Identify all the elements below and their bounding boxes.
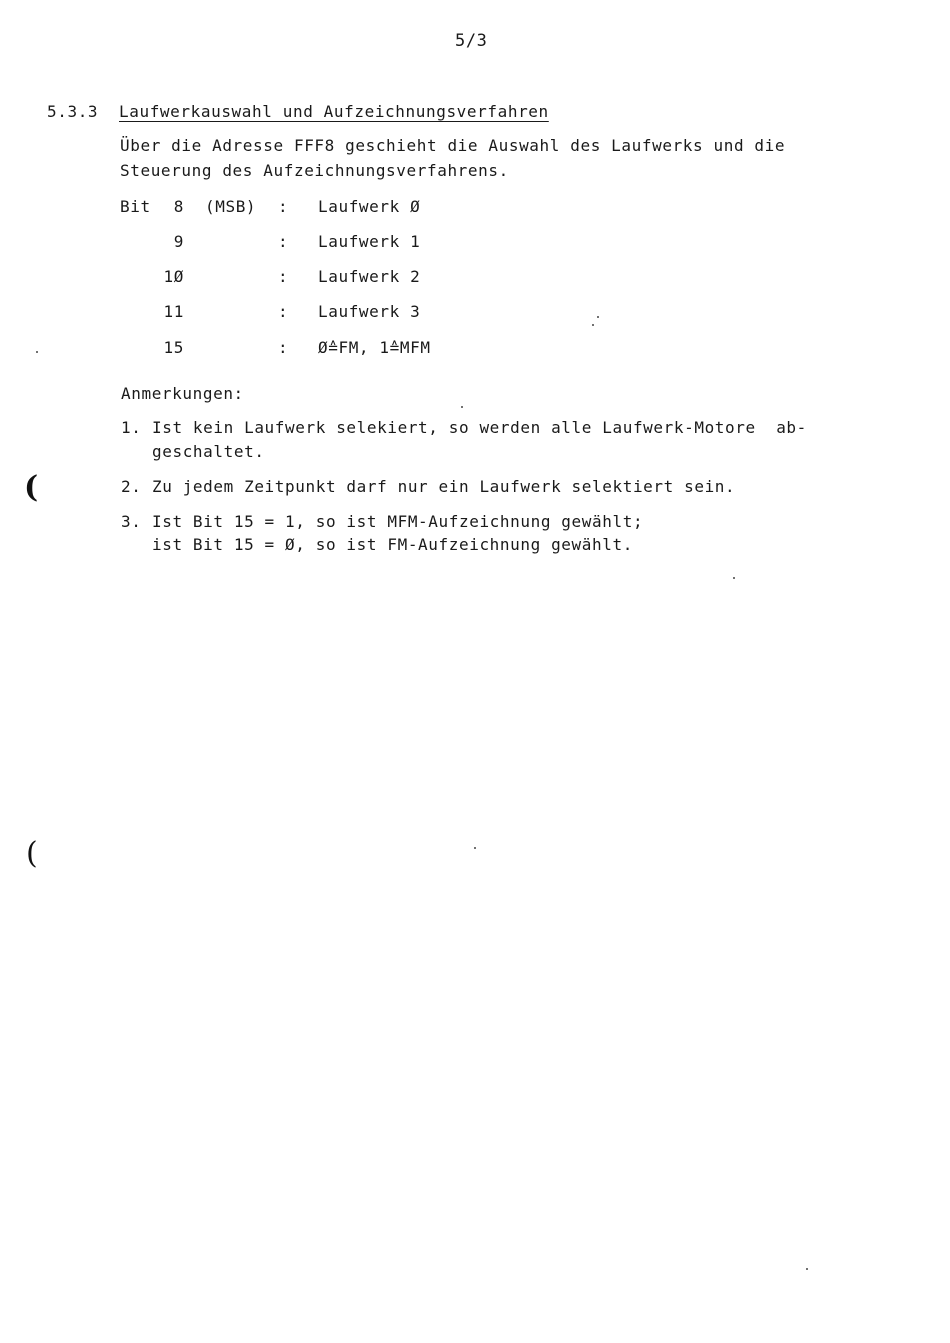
section-number: 5.3.3: [47, 102, 99, 121]
bit-description: Laufwerk Ø: [318, 197, 421, 216]
colon: :: [278, 338, 289, 357]
bit-label: Bit: [120, 197, 151, 216]
bit-description: Ø≙FM, 1≙MFM: [318, 338, 431, 357]
note-number: 3.: [121, 512, 142, 531]
note-number: 2.: [121, 477, 142, 496]
msb-label: (MSB): [205, 197, 257, 216]
note-line: geschaltet.: [152, 442, 265, 461]
intro-line-2: Steuerung des Aufzeichnungsverfahrens.: [120, 161, 509, 180]
bit-number: 8: [173, 197, 184, 216]
colon: :: [278, 197, 289, 216]
scan-speck: [597, 316, 599, 318]
binder-hole-mark: (: [24, 470, 39, 505]
notes-heading: Anmerkungen:: [121, 384, 244, 403]
section-title: Laufwerkauswahl und Aufzeichnungsverfahren: [119, 102, 549, 121]
scan-speck: [36, 351, 38, 353]
bit-description: Laufwerk 1: [318, 232, 421, 251]
scan-speck: [474, 847, 476, 849]
page-number: 5/3: [455, 31, 488, 51]
note-line: ist Bit 15 = Ø, so ist FM-Aufzeichnung gewählt.: [152, 535, 633, 554]
bit-description: Laufwerk 3: [318, 302, 421, 321]
scan-speck: [733, 577, 735, 579]
note-line: Zu jedem Zeitpunkt darf nur ein Laufwerk selektiert sein.: [152, 477, 736, 496]
colon: :: [278, 232, 289, 251]
bit-number: 1Ø: [163, 267, 184, 286]
intro-line-1: Über die Adresse FFF8 geschieht die Auswahl des Laufwerks und die: [120, 136, 786, 155]
colon: :: [278, 302, 289, 321]
binder-hole-mark: (: [26, 836, 39, 871]
bit-number: 9: [173, 232, 184, 251]
note-line: Ist Bit 15 = 1, so ist MFM-Aufzeichnung gewählt;: [152, 512, 644, 531]
bit-number: 11: [163, 302, 184, 321]
scan-speck: [806, 1268, 808, 1270]
note-number: 1.: [121, 418, 142, 437]
bit-description: Laufwerk 2: [318, 267, 421, 286]
note-line: Ist kein Laufwerk selekiert, so werden alle Laufwerk-Motore ab-: [152, 418, 807, 437]
bit-number: 15: [163, 338, 184, 357]
scan-speck: [461, 406, 463, 408]
colon: :: [278, 267, 289, 286]
scan-speck: [592, 324, 594, 326]
